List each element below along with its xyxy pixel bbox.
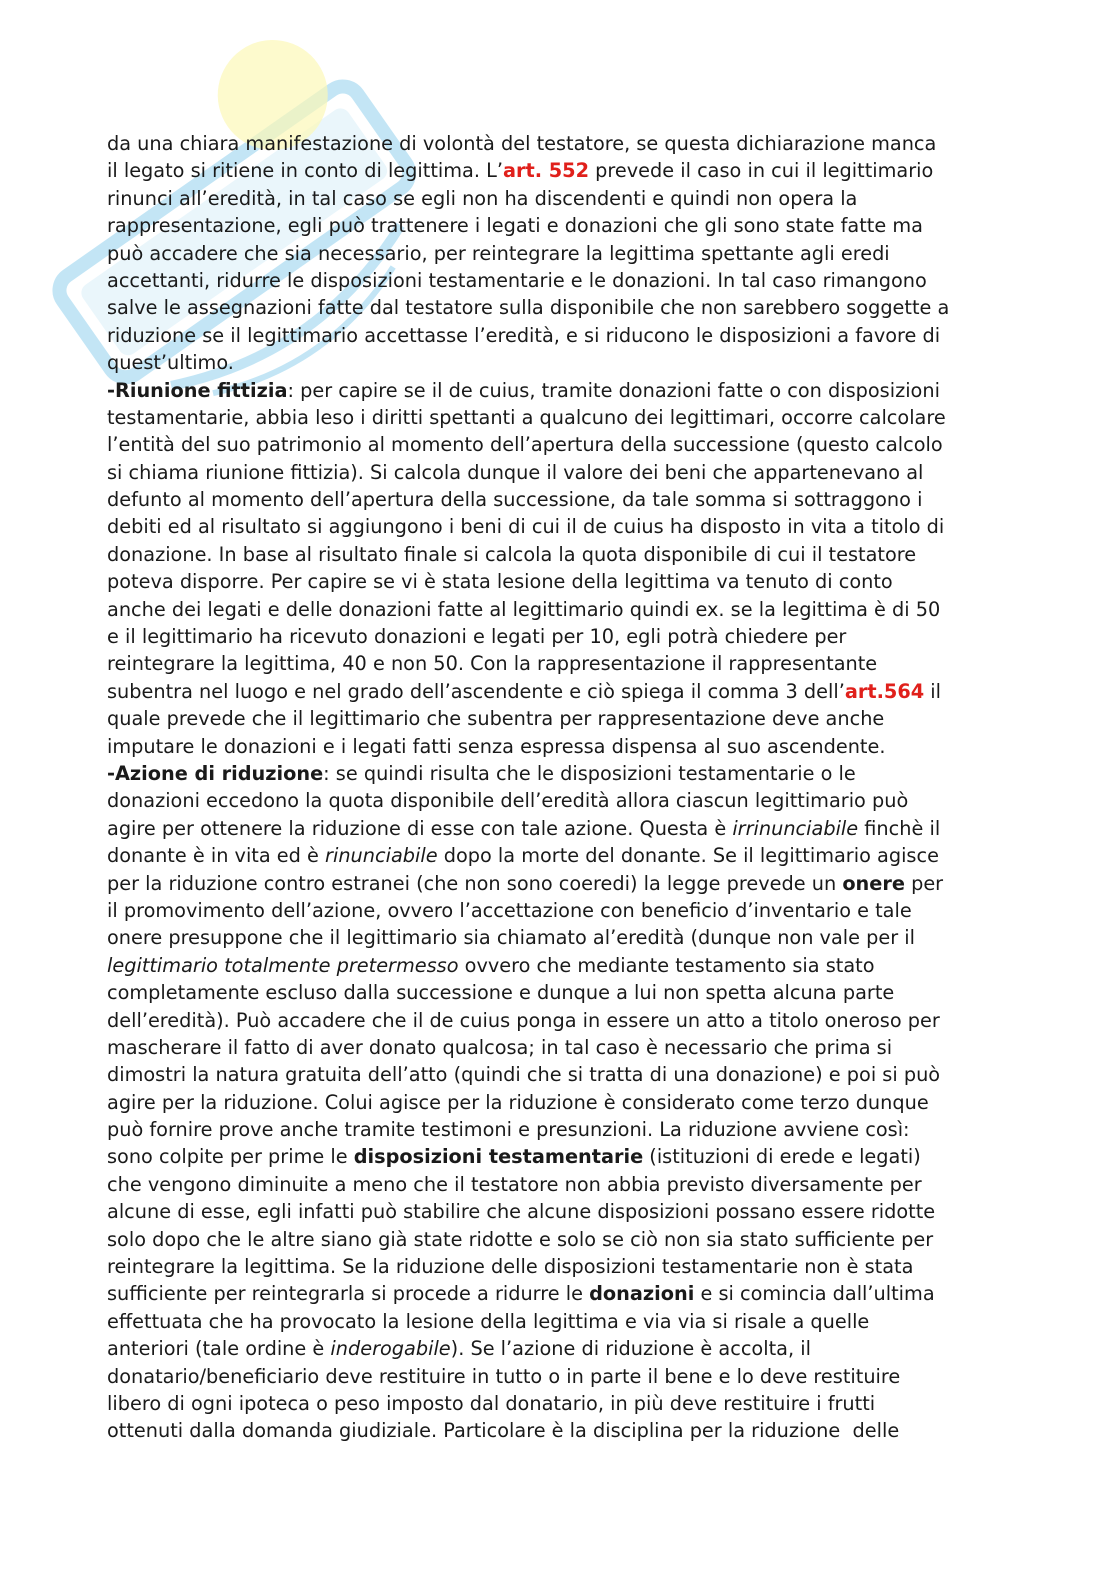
- text-run: poteva disporre. Per capire se vi è stata lesione della legittima va tenuto di conto: [107, 570, 893, 594]
- text-run: accettanti, ridurre le disposizioni testamentarie e le donazioni. In tal caso rimangono: [107, 268, 927, 292]
- text-run: quale prevede che il legittimario che subentra per rappresentazione deve anche: [107, 707, 885, 731]
- italic-term: inderogabile: [330, 1337, 451, 1361]
- text-run: donante è in vita ed è: [107, 844, 326, 868]
- text-run: per: [904, 871, 944, 895]
- text-run: rappresentazione, egli può trattenere i legati e donazioni che gli sono state fatte ma: [107, 214, 923, 238]
- text-run: defunto al momento dell’apertura della successione, da tale somma si sottraggono i: [107, 488, 923, 512]
- text-run: e si comincia dall’ultima: [694, 1282, 935, 1306]
- text-run: ovvero che mediante testamento sia stato: [458, 953, 875, 977]
- text-run: da una chiara manifestazione di volontà del testatore, se questa dichiarazione manca: [107, 132, 937, 155]
- text-line: [107, 650, 1007, 677]
- text-run: : per capire se il de cuius, tramite donazioni fatte o con disposizioni: [287, 378, 940, 402]
- text-run: mascherare il fatto di aver donato qualcosa; in tal caso è necessario che prima si: [107, 1035, 893, 1059]
- text-line: [107, 1198, 1007, 1225]
- text-run: ). Se l’azione di riduzione è accolta, il: [450, 1337, 811, 1361]
- text-line: [107, 157, 1007, 184]
- text-line: [107, 1253, 1007, 1280]
- text-line: [107, 870, 1007, 897]
- text-run: effettuata che ha provocato la lesione della legittima e via via si risale a quelle: [107, 1309, 870, 1333]
- text-line: [107, 1417, 1007, 1444]
- text-run: donazioni eccedono la quota disponibile dell’eredità allora ciascun legittimario può: [107, 789, 909, 813]
- text-line: [107, 1061, 1007, 1088]
- text-run: ottenuti dalla domanda giudiziale. Particolare è la disciplina per la riduzione delle: [107, 1419, 900, 1443]
- text-line: [107, 1280, 1007, 1307]
- text-run: : se quindi risulta che le disposizioni testamentarie o le: [323, 761, 856, 785]
- text-line: [107, 733, 1007, 760]
- text-line: [107, 349, 1007, 376]
- text-run: si chiama riunione fittizia). Si calcola dunque il valore dei beni che appartenevano al: [107, 460, 924, 484]
- text-run: donazione. In base al risultato finale si calcola la quota disponibile di cui il testatore: [107, 542, 917, 566]
- text-line: [107, 212, 1007, 239]
- text-line: [107, 952, 1007, 979]
- document-body: [107, 130, 1007, 1445]
- text-line: [107, 1116, 1007, 1143]
- text-run: quest’ultimo.: [107, 351, 234, 375]
- text-run: il promovimento dell’azione, ovvero l’accettazione con beneficio d’inventario e tale: [107, 898, 912, 922]
- text-run: (istituzioni di erede e legati): [643, 1145, 921, 1169]
- text-run: dimostri la natura gratuita dell’atto (quindi che si tratta di una donazione) e poi si può: [107, 1063, 941, 1087]
- text-line: [107, 1363, 1007, 1390]
- text-line: [107, 760, 1007, 787]
- text-run: che vengono diminuite a meno che il testatore non abbia previsto diversamente per: [107, 1172, 922, 1196]
- text-line: [107, 705, 1007, 732]
- text-run: sufficiente per reintegrarla si procede a ridurre le: [107, 1282, 590, 1306]
- text-run: il legato si ritiene in conto di legittima. L’: [107, 159, 503, 183]
- text-run: e il legittimario ha ricevuto donazioni e legati per 10, egli potrà chiedere per: [107, 625, 847, 649]
- text-run: completamente escluso dalla successione e dunque a lui non spetta alcuna parte: [107, 981, 895, 1005]
- text-line: [107, 431, 1007, 458]
- text-line: [107, 1143, 1007, 1170]
- text-run: agire per la riduzione. Colui agisce per la riduzione è considerato come terzo dunque: [107, 1090, 929, 1114]
- text-run: agire per ottenere la riduzione di esse con tale azione. Questa è: [107, 816, 733, 840]
- text-line: [107, 1390, 1007, 1417]
- text-run: l’entità del suo patrimonio al momento dell’apertura della successione (questo calcolo: [107, 433, 943, 457]
- bold-term: disposizioni testamentarie: [353, 1145, 644, 1169]
- text-run: solo dopo che le altre siano già state ridotte e solo se ciò non sia stato sufficiente per: [107, 1227, 934, 1251]
- text-line: [107, 130, 1007, 157]
- italic-term: legittimario totalmente pretermesso: [107, 953, 459, 977]
- text-line: [107, 459, 1007, 486]
- text-line: [107, 568, 1007, 595]
- text-run: reintegrare la legittima. Se la riduzione delle disposizioni testamentarie non è stata: [107, 1255, 914, 1279]
- text-line: [107, 1335, 1007, 1362]
- text-run: libero di ogni ipoteca o peso imposto dal donatario, in più deve restituire i frutti: [107, 1391, 876, 1415]
- bold-term: -Riunione fittizia: [107, 378, 288, 402]
- text-run: finchè il: [858, 816, 941, 840]
- italic-term: rinunciabile: [325, 844, 438, 868]
- text-line: [107, 322, 1007, 349]
- text-run: subentra nel luogo e nel grado dell’ascendente e ciò spiega il comma 3 dell’: [107, 679, 845, 703]
- text-line: [107, 1226, 1007, 1253]
- text-run: testamentarie, abbia leso i diritti spettanti a qualcuno dei legittimari, occorre calcolare: [107, 405, 946, 429]
- text-line: [107, 486, 1007, 513]
- text-line: [107, 185, 1007, 212]
- text-line: [107, 1171, 1007, 1198]
- text-line: [107, 678, 1007, 705]
- text-line: [107, 623, 1007, 650]
- bold-term: donazioni: [589, 1282, 695, 1306]
- text-line: [107, 541, 1007, 568]
- text-line: [107, 924, 1007, 951]
- article-reference: art. 552: [502, 159, 589, 183]
- text-line: [107, 294, 1007, 321]
- text-run: prevede il caso in cui il legittimario: [589, 159, 934, 183]
- text-line: [107, 1308, 1007, 1335]
- text-line: [107, 1034, 1007, 1061]
- text-line: [107, 513, 1007, 540]
- text-run: imputare le donazioni e i legati fatti senza espressa dispensa al suo ascendente.: [107, 734, 886, 758]
- italic-term: irrinunciabile: [732, 816, 859, 840]
- text-line: [107, 1007, 1007, 1034]
- text-run: debiti ed al risultato si aggiungono i beni di cui il de cuius ha disposto in vita a titolo di: [107, 515, 945, 539]
- text-line: [107, 240, 1007, 267]
- text-line: [107, 404, 1007, 431]
- text-line: [107, 897, 1007, 924]
- text-run: per la riduzione contro estranei (che non sono coeredi) la legge prevede un: [107, 871, 843, 895]
- text-run: il: [924, 679, 942, 703]
- text-line: [107, 596, 1007, 623]
- text-run: dopo la morte del donante. Se il legittimario agisce: [437, 844, 939, 868]
- text-run: anteriori (tale ordine è: [107, 1337, 331, 1361]
- text-run: anche dei legati e delle donazioni fatte al legittimario quindi ex. se la legittima è di 50: [107, 597, 941, 621]
- text-run: rinunci all’eredità, in tal caso se egli non ha discendenti e quindi non opera la: [107, 186, 858, 210]
- text-line: [107, 979, 1007, 1006]
- text-run: sono colpite per prime le: [107, 1145, 354, 1169]
- text-run: salve le assegnazioni fatte dal testatore sulla disponibile che non sarebbero soggette a: [107, 296, 950, 320]
- text-line: [107, 787, 1007, 814]
- bold-term: -Azione di riduzione: [107, 761, 324, 785]
- text-run: onere presuppone che il legittimario sia chiamato al’eredità (dunque non vale per il: [107, 926, 916, 950]
- text-run: alcune di esse, egli infatti può stabilire che alcune disposizioni possano essere ridotte: [107, 1200, 936, 1224]
- text-line: [107, 1089, 1007, 1116]
- text-line: [107, 377, 1007, 404]
- text-run: può fornire prove anche tramite testimoni e presunzioni. La riduzione avviene così:: [107, 1118, 910, 1142]
- text-run: reintegrare la legittima, 40 e non 50. Con la rappresentazione il rappresentante: [107, 652, 878, 676]
- text-line: [107, 267, 1007, 294]
- text-line: [107, 842, 1007, 869]
- text-run: dell’eredità). Può accadere che il de cuius ponga in essere un atto a titolo oneroso per: [107, 1008, 940, 1032]
- text-line: [107, 815, 1007, 842]
- text-run: donatario/beneficiario deve restituire in tutto o in parte il bene e lo deve restituire: [107, 1364, 901, 1388]
- bold-term: onere: [842, 871, 905, 895]
- text-run: riduzione se il legittimario accettasse l’eredità, e si riducono le disposizioni a favore di: [107, 323, 941, 347]
- text-run: può accadere che sia necessario, per reintegrare la legittima spettante agli eredi: [107, 241, 890, 265]
- article-reference: art.564: [844, 679, 925, 703]
